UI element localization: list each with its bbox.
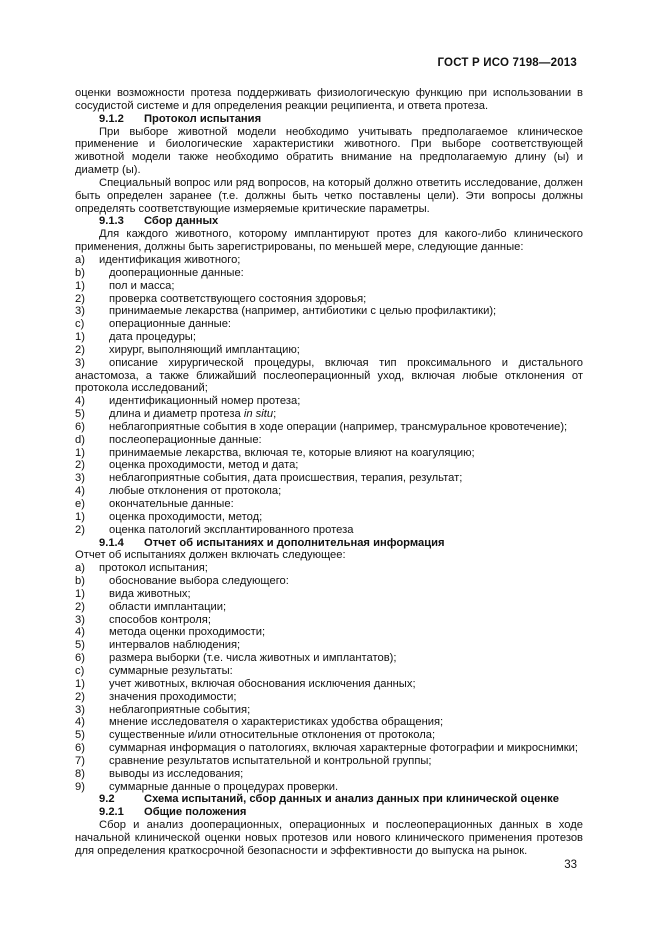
list-item-text: способов контроля;	[109, 613, 211, 626]
list-item-text: обоснование выбора следующего:	[109, 575, 289, 588]
list-item-text: окончательные данные:	[109, 498, 234, 510]
list-item-marker: 2)	[75, 690, 85, 703]
list-item	[75, 665, 583, 678]
list-item-marker: а)	[75, 562, 85, 575]
list-item	[75, 729, 583, 742]
list-item-text: хирург, выполняющий имплантацию;	[109, 343, 300, 356]
list-item-marker: c)	[75, 318, 85, 331]
list-item-marker: e)	[75, 498, 85, 510]
list-item-marker: 2)	[75, 600, 85, 613]
list-item-marker: 6)	[75, 742, 85, 755]
list-item-marker: 4)	[75, 395, 85, 408]
paragraph-9-1-2-b: Специальный вопрос или ряд вопросов, на который должно ответить исследование, должен быть определен заранее (т.е. должны быть четко поставлены цели). Эти вопросы должны определять соответствующие измеряемые критические параметры.	[75, 176, 583, 215]
list-item	[75, 434, 583, 447]
list-item-text: сравнение результатов испытательной и контрольной группы;	[109, 754, 432, 767]
list-item	[75, 395, 583, 408]
list-item	[75, 254, 583, 267]
list-item	[75, 459, 583, 472]
list-item-text: неблагоприятные события;	[109, 703, 251, 716]
list-item-text: оценка проходимости, метод и дата;	[109, 459, 299, 472]
list-item	[75, 344, 583, 357]
heading-title: Отчет об испытаниях и дополнительная информация	[144, 536, 445, 549]
list-item	[75, 447, 583, 460]
list-item-text: существенные и/или относительные отклонения от протокола;	[109, 729, 436, 742]
list-item-marker: 3)	[75, 472, 85, 485]
heading-9-1-3	[75, 215, 583, 228]
list-item	[75, 331, 583, 344]
list-item-text: области имплантации;	[109, 600, 227, 613]
list-item	[75, 498, 583, 511]
list-item-text: идентификация животного;	[99, 253, 241, 266]
paragraph-9-1-2-a: При выборе животной модели необходимо учитывать предполагаемое клиническое применение и биологические характеристики животного. При выборе соответствующей животной модели также необходимо обратить внимание на предполагаемую длину (ы) и диаметр (ы).	[75, 125, 583, 177]
list-item	[75, 305, 583, 318]
list-item	[75, 691, 583, 704]
list-item-marker: 1)	[75, 677, 85, 690]
list-item-marker: 7)	[75, 754, 85, 767]
list-item	[75, 626, 583, 639]
list-item-text: суммарные данные о процедурах проверки.	[109, 780, 339, 793]
list-item-marker: 5)	[75, 729, 85, 742]
list-item	[75, 524, 583, 537]
list-item-text: неблагоприятные события в ходе операции (например, трансмуральное кровотечение);	[109, 420, 568, 433]
list-item-marker: 2)	[75, 459, 85, 472]
list-item-text: метода оценки проходимости;	[109, 626, 266, 639]
list-item-text: мнение исследователя о характеристиках удобства обращения;	[109, 716, 444, 729]
heading-number: 9.1.4	[99, 536, 124, 549]
list-item-text: длина и диаметр протеза in situ;	[109, 408, 277, 421]
list-item-marker: 6)	[75, 652, 85, 665]
list-item-marker: 4)	[75, 626, 85, 639]
list-item	[75, 755, 583, 768]
list-item-text: учет животных, включая обоснования исключения данных;	[109, 677, 416, 690]
list-item-text: принимаемые лекарства, включая те, которые влияют на коагуляцию;	[109, 446, 475, 459]
list-item	[75, 280, 583, 293]
list-item	[75, 704, 583, 717]
list-item	[75, 293, 583, 306]
list-item-marker: 5)	[75, 639, 85, 652]
list-item-text: дооперационные данные:	[109, 266, 244, 279]
list-item	[75, 614, 583, 627]
list-item-marker: d)	[75, 433, 85, 446]
list-item-marker: 2)	[75, 292, 85, 305]
list-item-marker: 3)	[75, 703, 85, 716]
list-item-text: идентификационный номер протеза;	[109, 395, 301, 408]
list-item	[75, 781, 583, 794]
list-item	[75, 562, 583, 575]
list-item-marker: 6)	[75, 420, 85, 433]
list-item-marker: b)	[75, 575, 85, 588]
heading-number: 9.1.2	[99, 112, 124, 125]
list-9-1-4	[75, 562, 583, 793]
list-item	[75, 601, 583, 614]
list-item-text: выводы из исследования;	[109, 767, 244, 780]
list-item-marker: 3)	[75, 613, 85, 626]
list-item-text: любые отклонения от протокола;	[109, 485, 282, 498]
list-item	[75, 421, 583, 434]
list-item	[75, 408, 583, 421]
heading-title: Схема испытаний, сбор данных и анализ данных при клинической оценке	[144, 793, 559, 806]
paragraph-intro: оценки возможности протеза поддерживать физиологическую функцию при использовании в сосудистой системе и для определения реакции реципиента, и ответа протеза.	[75, 87, 583, 112]
heading-9-1-2	[75, 113, 583, 126]
list-item-marker: 1)	[75, 279, 85, 292]
list-item-marker: 1)	[75, 587, 85, 600]
list-item-marker: 1)	[75, 510, 85, 523]
list-item	[75, 267, 583, 280]
heading-title: Сбор данных	[144, 215, 219, 228]
heading-number: 9.1.3	[99, 215, 124, 228]
list-item-text: протокол испытания;	[99, 562, 208, 575]
list-item	[75, 511, 583, 524]
list-item-marker: 4)	[75, 485, 85, 498]
list-item-text: вида животных;	[109, 587, 191, 600]
heading-9-2-1	[75, 806, 583, 819]
list-item-marker: 1)	[75, 446, 85, 459]
list-item	[75, 678, 583, 691]
list-item-text: проверка соответствующего состояния здоровья;	[109, 292, 367, 305]
heading-number: 9.2.1	[99, 806, 124, 819]
list-item-marker: 3)	[75, 356, 85, 369]
list-item-text: оценка патологий эксплантированного протеза	[109, 523, 354, 536]
list-item-marker: b)	[75, 266, 85, 279]
list-item	[75, 318, 583, 331]
heading-9-2	[75, 793, 583, 806]
list-item-text: принимаемые лекарства (например, антибиотики с целью профилактики);	[109, 305, 497, 318]
list-item-text: суммарные результаты:	[109, 664, 233, 677]
paragraph-9-1-4: Отчет об испытаниях должен включать следующее:	[75, 549, 346, 562]
list-item-text: неблагоприятные события, дата происшествия, терапия, результат;	[109, 472, 463, 485]
list-item-text: пол и масса;	[109, 279, 175, 292]
list-item	[75, 742, 583, 755]
list-item	[75, 716, 583, 729]
heading-9-1-4	[75, 537, 583, 550]
paragraph-9-1-3: Для каждого животного, которому имплантируют протез для какого-либо клинического применения, должны быть зарегистрированы, по меньшей мере, следующие данные:	[75, 228, 583, 254]
list-item-marker: 1)	[75, 331, 85, 344]
list-item-text: оценка проходимости, метод;	[109, 510, 263, 523]
list-item-text: дата процедуры;	[109, 331, 196, 344]
list-item	[75, 639, 583, 652]
list-item	[75, 575, 583, 588]
list-item-marker: 8)	[75, 767, 85, 780]
list-item-text: интервалов наблюдения;	[109, 639, 241, 652]
list-item-text: послеоперационные данные:	[109, 433, 262, 446]
paragraph-9-2-1: Сбор и анализ дооперационных, операционных и послеоперационных данных в ходе начальной клинической оценки новых протезов или нового клинического применения протезов для определения краткосрочной безопасности и эффективности до выпуска на рынок.	[75, 819, 583, 857]
list-item-text: описание хирургической процедуры, включая тип проксимального и дистального анастомоза, а также ближайший послеоперационный уход, включая любые отклонения от протокола исследований;	[75, 356, 583, 395]
list-item-marker: 2)	[75, 523, 85, 536]
list-item	[75, 588, 583, 601]
list-item-marker: c)	[75, 664, 85, 677]
heading-number: 9.2	[99, 793, 115, 806]
list-item	[75, 768, 583, 781]
list-item-marker: 9)	[75, 780, 85, 793]
page-number: 33	[564, 859, 577, 871]
list-item-text: суммарная информация о патологиях, включая характерные фотографии и микроснимки;	[109, 742, 579, 755]
standard-header: ГОСТ Р ИСО 7198—2013	[437, 57, 577, 69]
list-item	[75, 357, 583, 396]
heading-title: Протокол испытания	[144, 112, 262, 125]
list-item-text: размера выборки (т.е. числа животных и имплантатов);	[109, 652, 397, 665]
document-body	[75, 87, 583, 858]
list-item-marker: а)	[75, 253, 85, 266]
list-item-marker: 4)	[75, 716, 85, 729]
list-item-marker: 5)	[75, 408, 85, 421]
list-item	[75, 485, 583, 498]
list-item-marker: 2)	[75, 343, 85, 356]
heading-title: Общие положения	[144, 806, 247, 819]
list-item	[75, 472, 583, 485]
list-9-1-3	[75, 254, 583, 537]
list-item-text: операционные данные:	[109, 318, 232, 331]
list-item-marker: 3)	[75, 305, 85, 318]
list-item	[75, 652, 583, 665]
list-item-text: значения проходимости;	[109, 690, 237, 703]
